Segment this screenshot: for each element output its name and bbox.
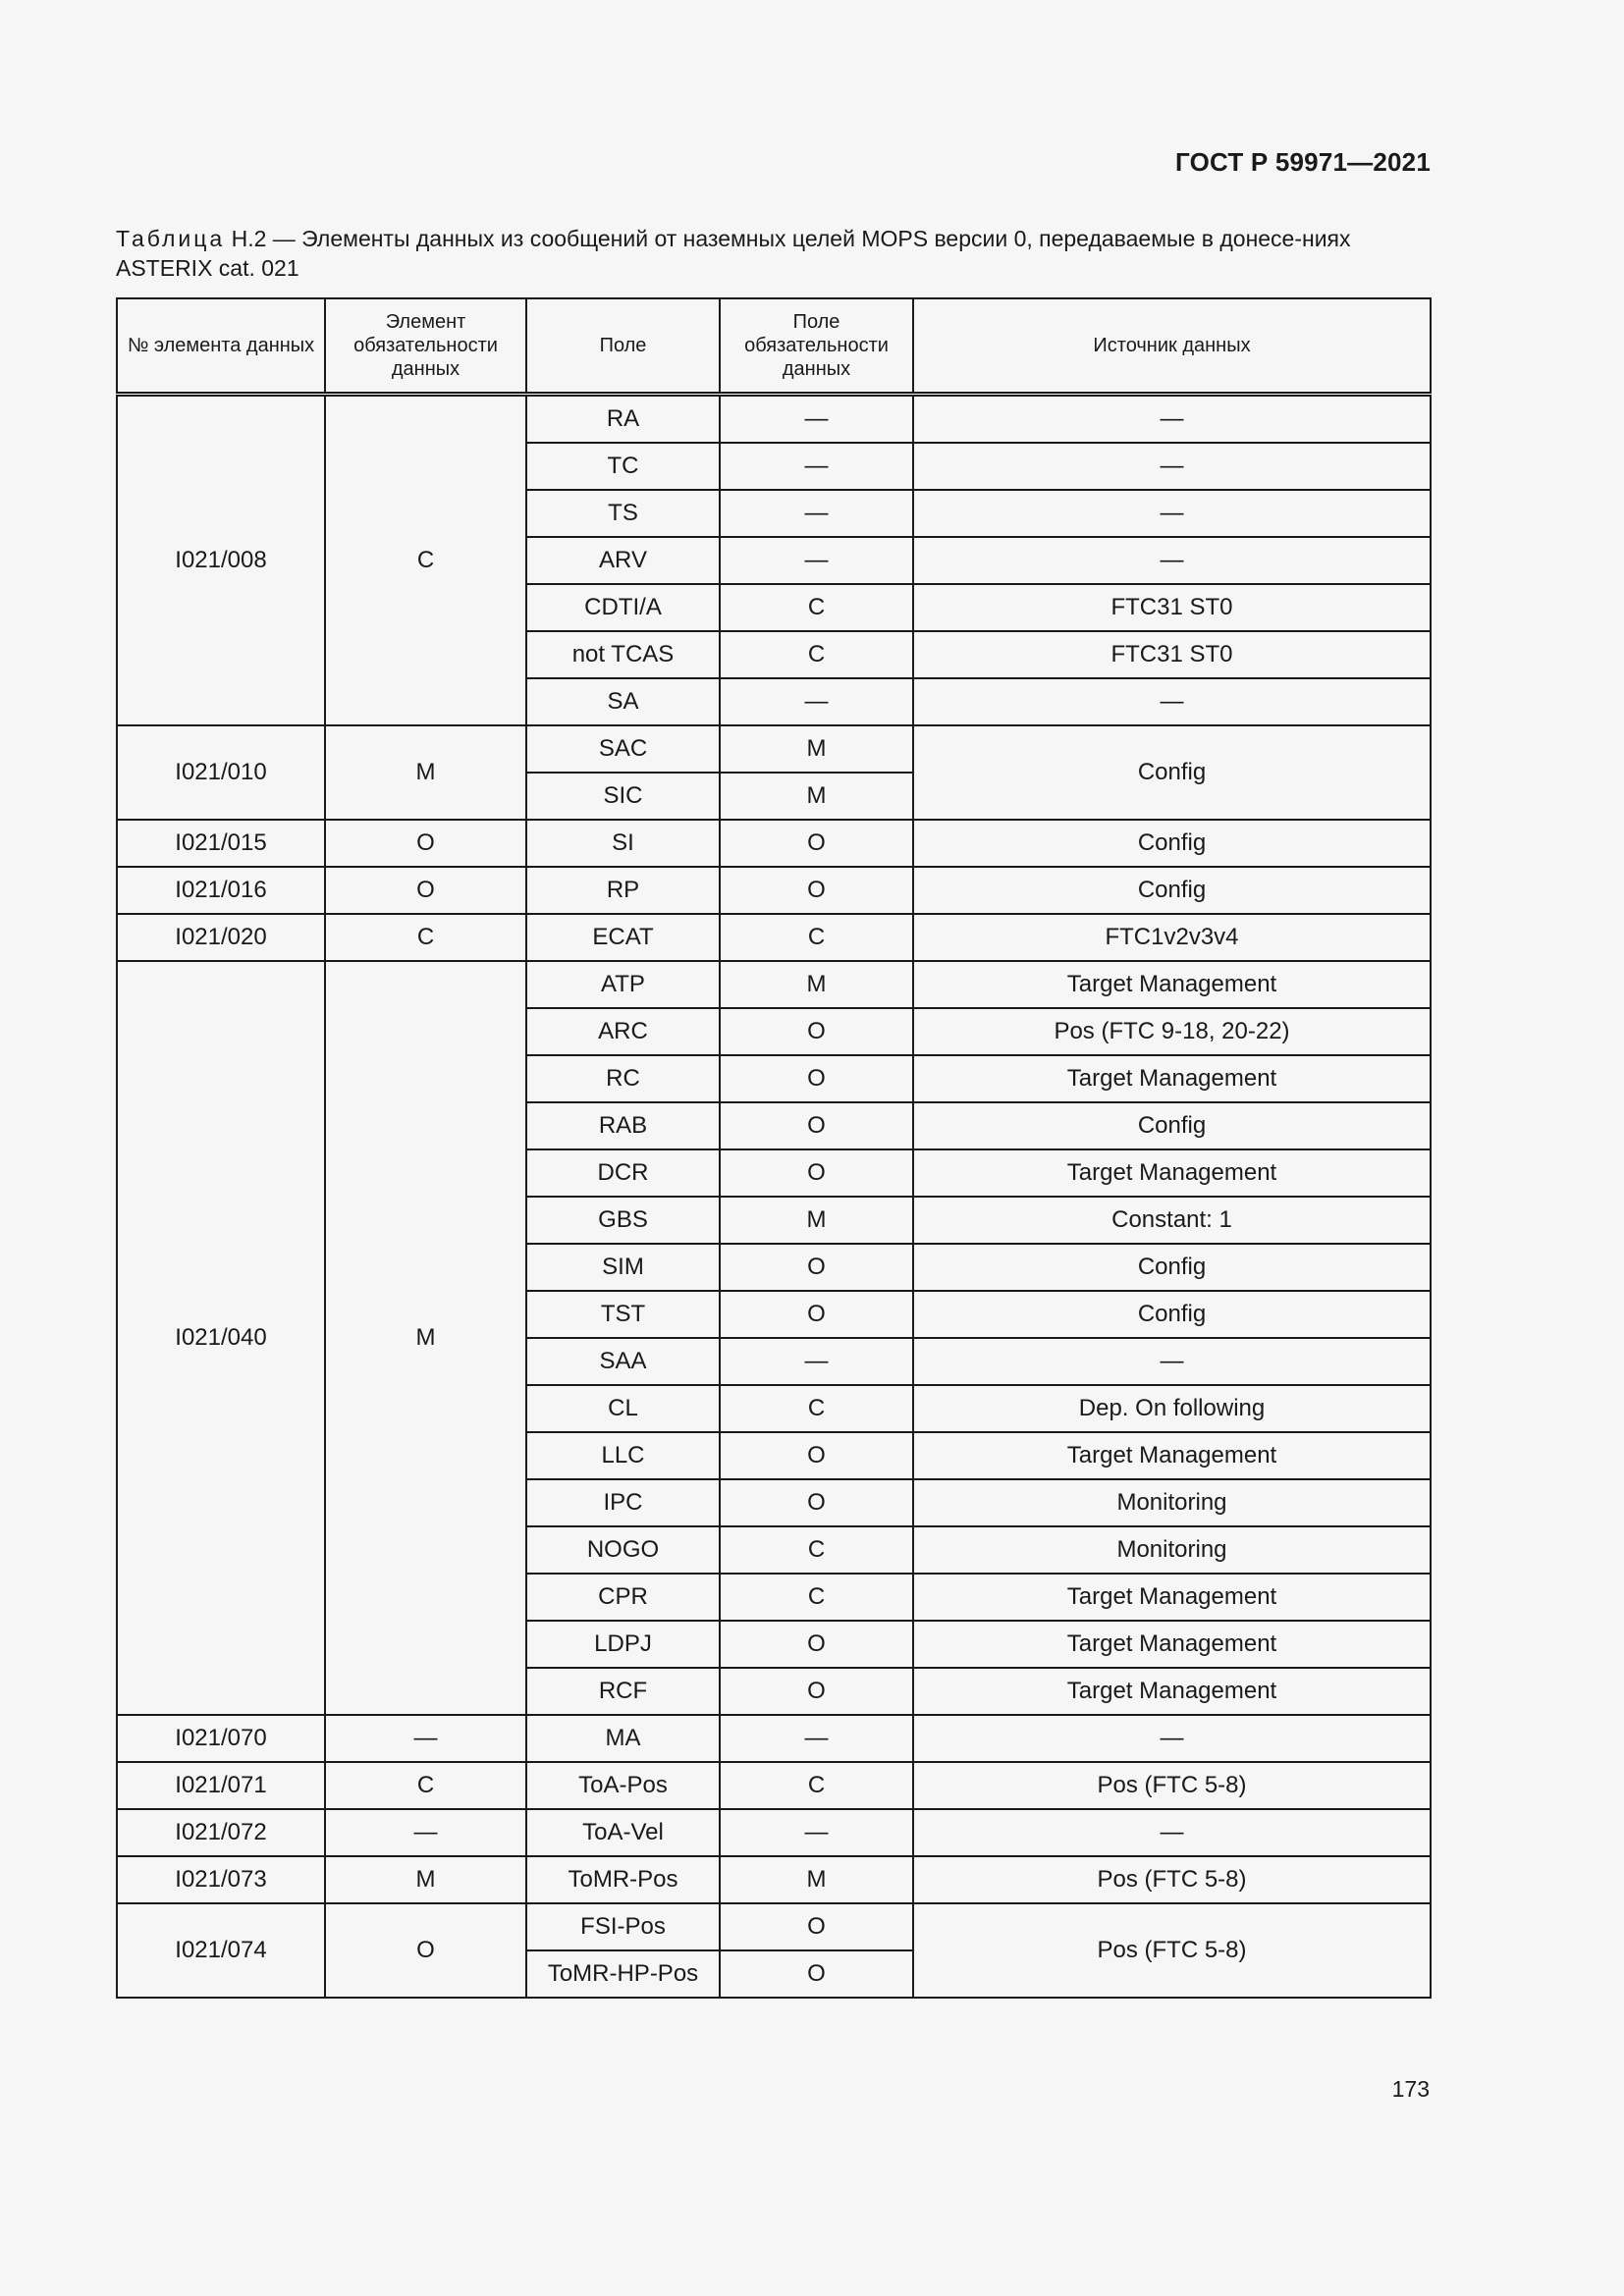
cell-field-requirement: — xyxy=(720,678,913,725)
cell-field: RC xyxy=(526,1055,720,1102)
cell-item-requirement: O xyxy=(325,1903,526,1998)
cell-field: ECAT xyxy=(526,914,720,961)
cell-field: SIC xyxy=(526,773,720,820)
cell-item-requirement: M xyxy=(325,961,526,1715)
cell-field: FSI-Pos xyxy=(526,1903,720,1950)
cell-item-requirement: O xyxy=(325,867,526,914)
cell-data-source: Config xyxy=(913,867,1431,914)
table-row xyxy=(117,1762,1431,1809)
cell-item-number: I021/070 xyxy=(117,1715,325,1762)
table-row xyxy=(117,867,1431,914)
cell-field-requirement: C xyxy=(720,1574,913,1621)
cell-field-requirement: O xyxy=(720,1244,913,1291)
cell-data-source: — xyxy=(913,490,1431,537)
cell-data-source: FTC31 ST0 xyxy=(913,584,1431,631)
cell-field: SAC xyxy=(526,725,720,773)
table-caption xyxy=(116,224,1432,283)
cell-data-source: Constant: 1 xyxy=(913,1197,1431,1244)
table-row xyxy=(117,725,1431,773)
cell-field-requirement: O xyxy=(720,1668,913,1715)
cell-data-source: FTC31 ST0 xyxy=(913,631,1431,678)
cell-field-requirement: O xyxy=(720,1903,913,1950)
cell-field: LDPJ xyxy=(526,1621,720,1668)
cell-item-requirement: M xyxy=(325,1856,526,1903)
cell-field: ToMR-Pos xyxy=(526,1856,720,1903)
cell-data-source: Target Management xyxy=(913,1055,1431,1102)
cell-field: ToMR-HP-Pos xyxy=(526,1950,720,1998)
cell-field: ARC xyxy=(526,1008,720,1055)
cell-field-requirement: M xyxy=(720,773,913,820)
cell-field-requirement: O xyxy=(720,1432,913,1479)
cell-field-requirement: C xyxy=(720,1526,913,1574)
data-elements-table xyxy=(116,297,1430,1999)
cell-data-source: Monitoring xyxy=(913,1479,1431,1526)
table-row xyxy=(117,1809,1431,1856)
cell-item-requirement: C xyxy=(325,395,526,726)
cell-field-requirement: C xyxy=(720,631,913,678)
cell-field: SIM xyxy=(526,1244,720,1291)
cell-data-source: Target Management xyxy=(913,1621,1431,1668)
cell-data-source: Pos (FTC 5-8) xyxy=(913,1903,1431,1998)
cell-data-source: — xyxy=(913,1338,1431,1385)
cell-data-source: Config xyxy=(913,1244,1431,1291)
cell-data-source: FTC1v2v3v4 xyxy=(913,914,1431,961)
cell-field: IPC xyxy=(526,1479,720,1526)
cell-field: DCR xyxy=(526,1149,720,1197)
cell-data-source: Config xyxy=(913,725,1431,820)
cell-field-requirement: — xyxy=(720,395,913,444)
table-row xyxy=(117,961,1431,1008)
cell-data-source: Target Management xyxy=(913,1668,1431,1715)
cell-data-source: Target Management xyxy=(913,961,1431,1008)
col-header-field-req: Поле обязательности данных xyxy=(720,298,913,395)
cell-field-requirement: C xyxy=(720,914,913,961)
cell-field-requirement: O xyxy=(720,1102,913,1149)
cell-field: LLC xyxy=(526,1432,720,1479)
cell-field-requirement: O xyxy=(720,1149,913,1197)
cell-field: GBS xyxy=(526,1197,720,1244)
cell-field-requirement: — xyxy=(720,1338,913,1385)
page-number: 173 xyxy=(1391,2076,1430,2102)
cell-field-requirement: M xyxy=(720,1197,913,1244)
cell-field-requirement: O xyxy=(720,1055,913,1102)
cell-data-source: Monitoring xyxy=(913,1526,1431,1574)
cell-field: RA xyxy=(526,395,720,444)
cell-item-number: I021/020 xyxy=(117,914,325,961)
cell-item-requirement: O xyxy=(325,820,526,867)
col-header-item: № элемента данных xyxy=(117,298,325,395)
cell-field: CDTI/A xyxy=(526,584,720,631)
cell-field-requirement: C xyxy=(720,1385,913,1432)
cell-data-source: — xyxy=(913,678,1431,725)
cell-data-source: — xyxy=(913,1809,1431,1856)
cell-item-requirement: — xyxy=(325,1715,526,1762)
cell-field: SA xyxy=(526,678,720,725)
cell-field-requirement: — xyxy=(720,443,913,490)
cell-field-requirement: — xyxy=(720,537,913,584)
table-row xyxy=(117,395,1431,444)
cell-data-source: — xyxy=(913,443,1431,490)
caption-label: Таблица xyxy=(116,226,226,251)
cell-field: TST xyxy=(526,1291,720,1338)
col-header-item-req: Элемент обязательности данных xyxy=(325,298,526,395)
header-row xyxy=(117,298,1431,395)
cell-field-requirement: M xyxy=(720,725,913,773)
cell-data-source: Target Management xyxy=(913,1432,1431,1479)
cell-data-source: Pos (FTC 5-8) xyxy=(913,1762,1431,1809)
cell-field-requirement: O xyxy=(720,1479,913,1526)
cell-field-requirement: M xyxy=(720,961,913,1008)
cell-item-number: I021/074 xyxy=(117,1903,325,1998)
cell-data-source: Pos (FTC 5-8) xyxy=(913,1856,1431,1903)
cell-data-source: — xyxy=(913,537,1431,584)
cell-data-source: Pos (FTC 9-18, 20-22) xyxy=(913,1008,1431,1055)
cell-data-source: — xyxy=(913,395,1431,444)
cell-item-number: I021/008 xyxy=(117,395,325,726)
cell-field-requirement: O xyxy=(720,1950,913,1998)
col-header-field: Поле xyxy=(526,298,720,395)
cell-item-requirement: — xyxy=(325,1809,526,1856)
cell-field-requirement: — xyxy=(720,490,913,537)
cell-field: NOGO xyxy=(526,1526,720,1574)
cell-field-requirement: C xyxy=(720,584,913,631)
table-row xyxy=(117,914,1431,961)
cell-field: ToA-Vel xyxy=(526,1809,720,1856)
cell-field-requirement: O xyxy=(720,1621,913,1668)
cell-data-source: Target Management xyxy=(913,1574,1431,1621)
cell-item-requirement: C xyxy=(325,1762,526,1809)
caption-text: H.2 — Элементы данных из сообщений от наземных целей MOPS версии 0, передаваемые в донесе-ниях ASTERIX cat. 021 xyxy=(116,226,1351,281)
cell-field: ARV xyxy=(526,537,720,584)
document-code: ГОСТ Р 59971—2021 xyxy=(1175,147,1431,177)
cell-field: not TCAS xyxy=(526,631,720,678)
cell-field: CPR xyxy=(526,1574,720,1621)
table-body xyxy=(117,395,1431,1999)
cell-field-requirement: C xyxy=(720,1762,913,1809)
cell-field: ToA-Pos xyxy=(526,1762,720,1809)
cell-item-number: I021/015 xyxy=(117,820,325,867)
col-header-source: Источник данных xyxy=(913,298,1431,395)
cell-field: SI xyxy=(526,820,720,867)
cell-field: RAB xyxy=(526,1102,720,1149)
cell-item-number: I021/071 xyxy=(117,1762,325,1809)
cell-item-number: I021/072 xyxy=(117,1809,325,1856)
cell-item-number: I021/040 xyxy=(117,961,325,1715)
cell-field-requirement: — xyxy=(720,1715,913,1762)
cell-field-requirement: M xyxy=(720,1856,913,1903)
table-header xyxy=(117,298,1431,395)
table-row xyxy=(117,1856,1431,1903)
cell-data-source: Dep. On following xyxy=(913,1385,1431,1432)
cell-field: RP xyxy=(526,867,720,914)
cell-item-number: I021/073 xyxy=(117,1856,325,1903)
cell-field-requirement: O xyxy=(720,820,913,867)
cell-data-source: — xyxy=(913,1715,1431,1762)
cell-data-source: Config xyxy=(913,1291,1431,1338)
cell-item-number: I021/016 xyxy=(117,867,325,914)
cell-field-requirement: — xyxy=(720,1809,913,1856)
cell-field: RCF xyxy=(526,1668,720,1715)
cell-field-requirement: O xyxy=(720,1008,913,1055)
table-row xyxy=(117,820,1431,867)
cell-item-number: I021/010 xyxy=(117,725,325,820)
table-row xyxy=(117,1903,1431,1950)
cell-field-requirement: O xyxy=(720,1291,913,1338)
cell-item-requirement: C xyxy=(325,914,526,961)
cell-data-source: Target Management xyxy=(913,1149,1431,1197)
cell-field: SAA xyxy=(526,1338,720,1385)
cell-field: TS xyxy=(526,490,720,537)
cell-field: ATP xyxy=(526,961,720,1008)
cell-field: CL xyxy=(526,1385,720,1432)
cell-field: MA xyxy=(526,1715,720,1762)
cell-field: TC xyxy=(526,443,720,490)
cell-item-requirement: M xyxy=(325,725,526,820)
table-row xyxy=(117,1715,1431,1762)
cell-data-source: Config xyxy=(913,820,1431,867)
cell-data-source: Config xyxy=(913,1102,1431,1149)
cell-field-requirement: O xyxy=(720,867,913,914)
